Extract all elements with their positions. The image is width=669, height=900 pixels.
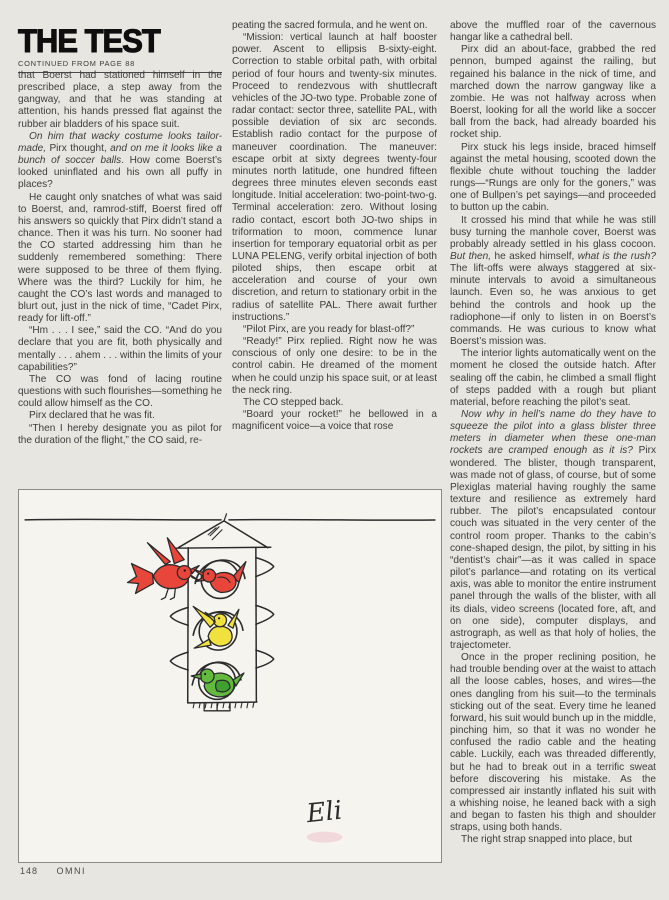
- paragraph: Pirx did an about-face, grabbed the red pennon, bumped against the railing, but regained his balance in the nick of time, and marched down the narrow gangway like a zombie. He was not halfway across when Boerst, looking for all the world like a soccer ball from the back, had already boarded his rocket ship.: [450, 44, 656, 141]
- paragraph: It crossed his mind that while he was still busy turning the manhole cover, Boerst was probably already settled in his glass cocoon. But then, he asked himself, what is the rush? The lift-offs were always staggered at six-minute intervals to avoid a simultaneous launch. Even so, he was anxious to get behind the controls and hook up the radiophone—if only to listen in on Boerst’s commands. He was curious to know what Boerst’s mission was.: [450, 214, 656, 348]
- paragraph: peating the sacred formula, and he went on.: [232, 20, 428, 31]
- paragraph: The CO was fond of lacing routine questions with such flourishes—something he could allow himself as the CO.: [18, 373, 222, 410]
- green-bird-wing: [216, 680, 230, 692]
- red-bird-eye: [207, 572, 209, 574]
- birdhouse-illustration: [19, 490, 441, 862]
- paragraph: On him that wacky costume looks tailor-made, Pirx thought, and on me it looks like a bunch of soccer balls. How come Boerst’s looked uninflated and his own all puffy in places?: [18, 130, 222, 191]
- artist-signature: [304, 796, 343, 843]
- paragraph: Now why in hell’s name do they have to squeeze the pilot into a glass blister three meters in diameter when these one-man rockets are cramped enough as it is? Pirx wondered. The blister, though transparent, was made not of glass, of course, but of some Plexiglas material having roughly the same texture and resilience as extremely hard rubber. The pilot’s encapsulated contour couch was situated in the very center of the control room proper. Thanks to the cabin’s cone-shaped design, the pilot, by sitting in his “dentist’s chair”—as it was called in space pilot’s parlance—and rotating on its vertical axis, was able to monitor the entire instrument panel through the walls of the blister, with all its dials, video screens (located fore, aft, and on one side), computer displays, and astrograph, as well as that holy of holies, the trajectometer.: [450, 409, 656, 651]
- hanging-wire: [25, 519, 435, 520]
- paragraph: above the muffled roar of the cavernous hangar like a cathedral bell.: [450, 20, 656, 44]
- page-footer: [20, 866, 86, 876]
- perch-left-bottom: [170, 652, 188, 670]
- paragraph: “Mission: vertical launch at half booster power. Ascent to ellipsis B-sixty-eight. Correction to stable orbital path, with orbital period of four hours and twenty-six minutes. Proceed to rendezvous with shuttlecraft vehicles of the JO-two type. Probable zone of radar contact: sector three, satellite PAL, with possible deviation of six arc seconds. Establish radio contact for the purpose of maneuver coordination. The maneuver: escape orbit at sixty degrees twenty-four minutes north latitude, one hundred fifteen degrees three minutes eleven seconds east longitude. Initial acceleration: two-point-two-g. Terminal acceleration: zero. Without losing radio contact, escort both JO-two ships in triformation to moon, commence lunar insertion for temporary equatorial orbit as per LUNA PELENG, verify orbital injection of both piloted ships, then escape orbit at acceleration and course of your own discretion, and return to stationary orbit in the radius of satellite PAL. There await further instructions.”: [232, 32, 437, 323]
- text-column-2: [232, 20, 437, 470]
- perch-left-middle: [170, 607, 188, 625]
- page-title: THE TEST: [18, 22, 160, 60]
- paragraph: Pirx stuck his legs inside, braced himself against the metal housing, scooted down the flexible chute without touching the ladder rungs—“Rungs are only for the goners,” was one of Bullpen’s pet sayings—and proceeded to button up the cabin.: [450, 141, 656, 214]
- paragraph: The interior lights automatically went on the moment he closed the outside hatch. After sealing off the cabin, he climbed a small flight of steps padded with a rough but pliant material, before reaching the pilot’s seat.: [450, 348, 656, 408]
- paragraph: that Boerst had stationed himself in the prescribed place, a step away from the gangway, and that he was standing at attention, his hands pressed flat against the rubber air bladders of his space suit.: [18, 70, 222, 130]
- perch-right-bottom: [256, 650, 274, 668]
- text-column-3: [450, 20, 656, 880]
- paragraph: Pirx declared that he was fit.: [29, 410, 155, 422]
- perch-right-top: [256, 558, 274, 577]
- continued-from-note: CONTINUED FROM PAGE 88: [18, 59, 135, 68]
- perch-right-middle: [256, 605, 274, 624]
- paragraph: “Hm . . . I see,” said the CO. “And do you declare that you are fit, both physically and mentally . . . ahem . . . within the limits of your capabilities?”: [18, 325, 222, 373]
- green-bird-eye: [204, 673, 206, 675]
- text-column-1: [18, 70, 222, 466]
- paragraph: The CO stepped back.: [243, 396, 344, 408]
- paragraph: “Then I hereby designate you as pilot for the duration of the flight,” the CO said, re-: [18, 422, 222, 446]
- paragraph: “Ready!” Pirx replied. Right now he was conscious of only one desire: to be in the control cabin. He dreamed of the moment when he could unzip his space suit, or at least the neck ring.: [232, 336, 437, 396]
- page-number: 148: [20, 866, 39, 876]
- paragraph: The right strap snapped into place, but: [461, 834, 633, 846]
- paragraph: He caught only snatches of what was said to Boerst, and, ramrod-stiff, Boerst fired off his answers so quickly that Pirx didn’t stand a chance. Then it was his turn. No sooner had the CO started addressing him than he suddenly remembered something: There were supposed to be three of them flying. Where was the third? Luckily for him, he caught the CO’s last words and managed to blurt out, just in the nick of time, “Cadet Pirx, ready for lift-off.”: [18, 191, 222, 325]
- flying-bird-eye: [184, 569, 186, 571]
- magazine-name: OMNI: [56, 866, 87, 876]
- signature-text: Eli: [305, 795, 344, 830]
- illustration-panel: [18, 489, 442, 863]
- article-header: [18, 22, 222, 73]
- paragraph: “Board your rocket!” he bellowed in a magnificent voice—a voice that rose: [232, 409, 437, 433]
- paragraph: “Pilot Pirx, are you ready for blast-off?”: [243, 323, 415, 335]
- paragraph: Once in the proper reclining position, he had trouble bending over at the waist to attach all the loose cables, hoses, and wires—the ones dangling from his suit—to the terminals sticking out of the seat. Every time he leaned forward, his suit would bunch up in the middle, pinching him, so that it was no wonder he confused the radio cable and the heating cable. Luckily, each was threaded differently, but he had to break out in a terrific sweat before discovering his mistake. As the compressed air instantly inflated his suit with a whishing noise, he leaned back with a sigh and began to fasten his thigh and shoulder straps, using both hands.: [450, 652, 656, 834]
- yellow-bird-eye: [218, 617, 220, 619]
